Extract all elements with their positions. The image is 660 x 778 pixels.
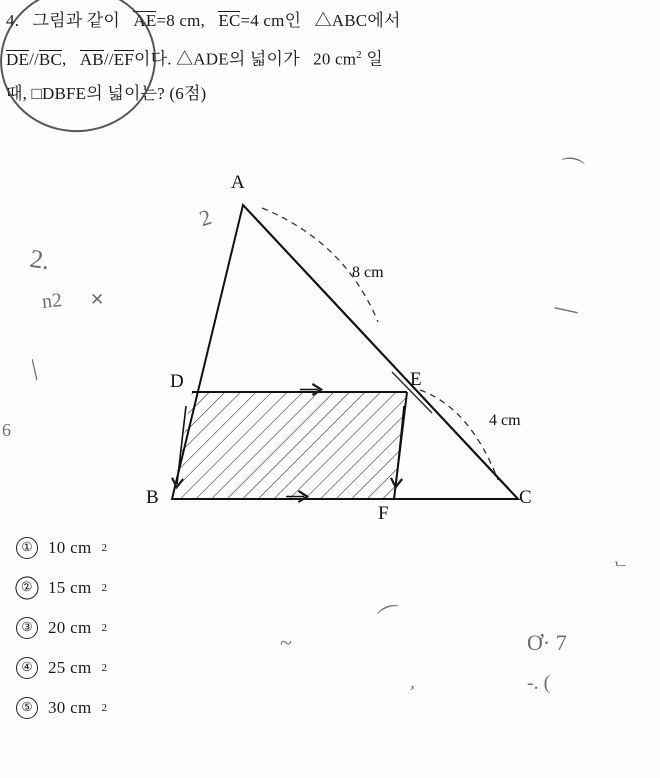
pencil-mark-x: ✕ — [90, 290, 105, 309]
choice-2-label: 15 cm — [48, 578, 92, 597]
choice-1-number: ① — [16, 537, 38, 559]
label-length-ec: 4 cm — [489, 412, 521, 429]
choice-4-number: ④ — [16, 657, 38, 679]
choice-5-label: 30 cm — [48, 698, 92, 717]
problem-line2-text-d: 이다. △ADE의 넓이가 — [133, 49, 300, 69]
label-vertex-f: F — [378, 503, 389, 524]
segment-bc: BC — [38, 49, 62, 69]
label-length-ae: 8 cm — [352, 264, 384, 281]
problem-line1-text-a: 그림과 같이 — [32, 11, 121, 30]
segment-de: DE — [6, 49, 30, 69]
problem-statement — [6, 4, 656, 111]
comma-1: , — [62, 49, 67, 69]
label-vertex-c: C — [519, 487, 532, 508]
label-vertex-d: D — [170, 371, 184, 392]
choice-3-exponent: 2 — [101, 622, 108, 634]
problem-line-1 — [6, 4, 656, 38]
problem-line2-text-f: 일 — [366, 49, 383, 69]
pencil-mark-comma: , — [408, 671, 420, 693]
question-number: 4. — [6, 11, 20, 30]
pencil-mark-o7: Ơ· 7 — [527, 630, 567, 655]
pencil-mark-left-slash: ╱ — [25, 360, 45, 380]
choice-4-exponent: 2 — [101, 662, 108, 674]
problem-line1-text-b: =8 cm, — [156, 11, 205, 30]
geometry-figure — [0, 150, 660, 530]
pencil-mark-2: 2 — [196, 203, 215, 232]
choice-2[interactable] — [16, 568, 316, 608]
problem-line-2 — [6, 38, 656, 77]
choice-3-label: 20 cm — [48, 618, 92, 637]
pencil-mark-tilde: ~ — [280, 630, 292, 655]
choice-1-exponent: 2 — [101, 542, 108, 554]
triangle-abc-ref: △ABC에서 — [314, 11, 401, 30]
problem-line1-text-c: =4 cm인 — [240, 11, 302, 30]
segment-ae: AE — [133, 11, 157, 30]
pencil-mark-dash: -. ( — [527, 672, 551, 694]
choice-3-number: ③ — [16, 617, 38, 639]
parallelogram-dbfe-shading — [172, 392, 407, 499]
pencil-mark-l: ᄂ — [612, 560, 629, 579]
choice-3[interactable] — [16, 608, 316, 648]
choice-2-exponent: 2 — [101, 582, 108, 594]
pencil-mark-left-dot: 6 — [2, 420, 11, 440]
segment-ab: AB — [79, 49, 104, 69]
segment-ef: EF — [113, 49, 134, 69]
choice-5[interactable] — [16, 688, 316, 728]
choice-2-number: ② — [13, 574, 40, 601]
pencil-mark-2b: 2. — [28, 243, 52, 276]
choice-1[interactable] — [16, 528, 316, 568]
parallel-symbol-2: // — [103, 49, 114, 69]
figure-svg — [0, 150, 660, 530]
answer-choices — [16, 528, 316, 728]
choice-5-number: ⑤ — [16, 697, 38, 719]
choice-5-exponent: 2 — [101, 702, 108, 714]
pencil-mark-arc-top: ⌒ — [557, 156, 586, 186]
pencil-mark-n2: n2 — [40, 289, 64, 313]
choice-4[interactable] — [16, 648, 316, 688]
parallel-symbol-1: // — [29, 49, 39, 69]
problem-line-3 — [6, 77, 656, 111]
segment-ec: EC — [218, 11, 241, 30]
label-vertex-b: B — [146, 487, 159, 508]
problem-line3-text: 때, □DBFE의 넓이는? (6점) — [6, 83, 207, 103]
area-value-ade: 20 cm — [313, 49, 357, 69]
area-exponent: 2 — [356, 49, 362, 61]
label-vertex-a: A — [231, 172, 245, 193]
pencil-mark-curve: ⌒ — [375, 602, 407, 636]
label-vertex-e: E — [410, 369, 422, 390]
choice-1-label: 10 cm — [48, 538, 92, 557]
pencil-mark-slash-right: ╱ — [554, 302, 577, 319]
choice-4-label: 25 cm — [48, 658, 92, 677]
